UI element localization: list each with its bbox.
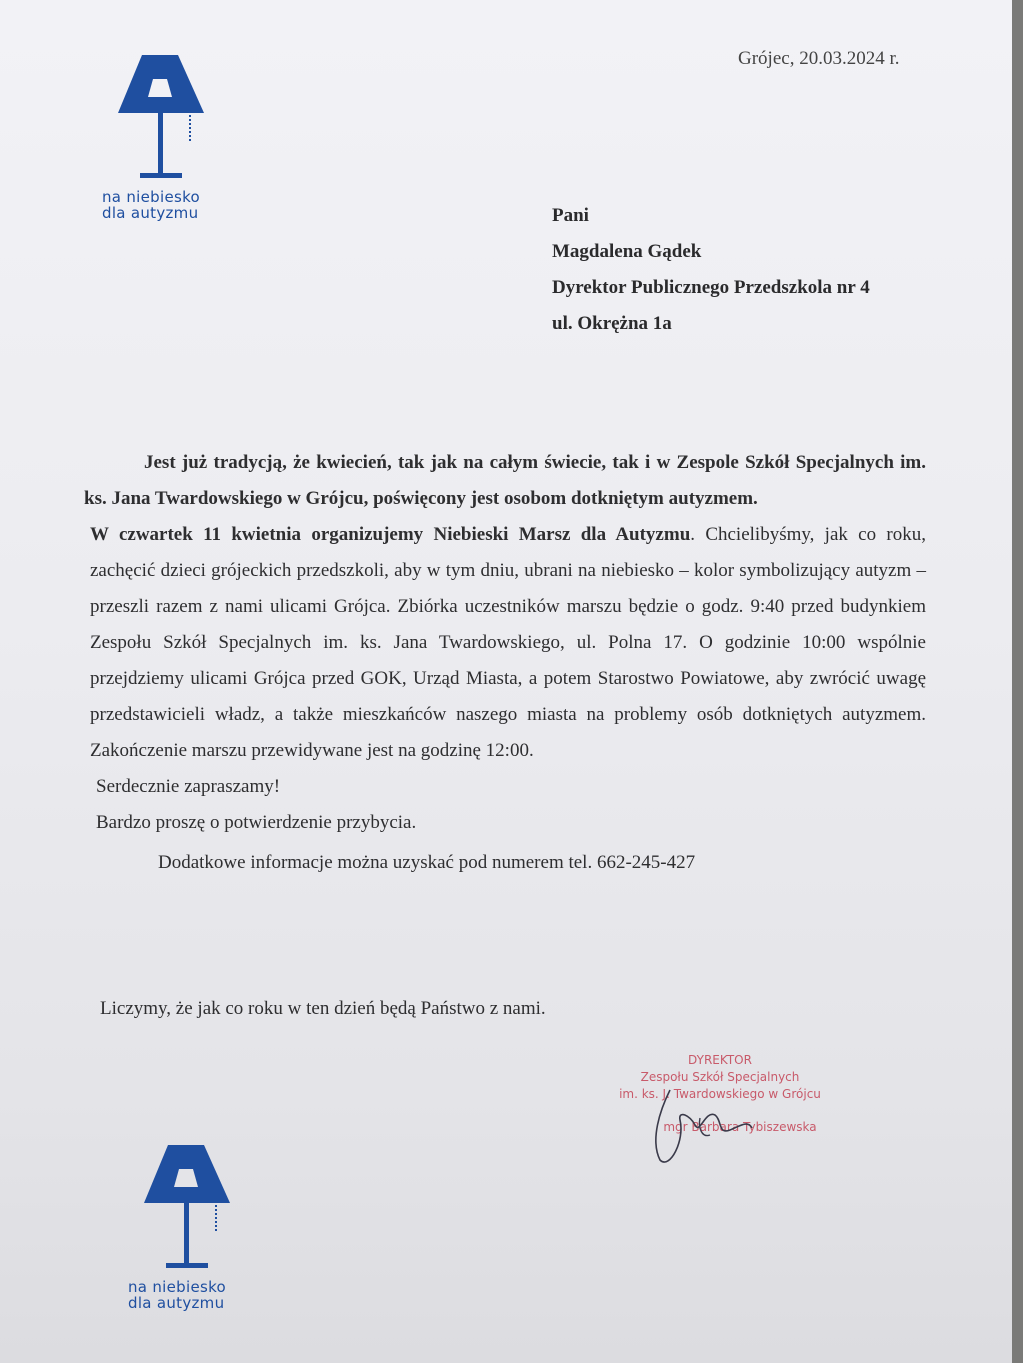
logo-bottom xyxy=(122,1135,262,1311)
letter-date: Grójec, 20.03.2024 r. xyxy=(738,48,900,69)
addressee-block xyxy=(552,198,870,342)
closing-line: Liczymy, że jak co roku w ten dzień będą Państwo z nami. xyxy=(100,998,546,1019)
addressee-salutation: Pani xyxy=(552,205,589,226)
logo-top xyxy=(96,45,236,221)
stamp-institution: Zespołu Szkół Specjalnych xyxy=(640,1070,800,1084)
logo-tagline xyxy=(96,189,236,221)
logo-tagline-line2: dla autyzmu xyxy=(128,1294,225,1312)
addressee-name: Magdalena Gądek xyxy=(552,241,702,262)
logo-tagline-line1: na niebiesko xyxy=(102,188,201,206)
march-announcement: W czwartek 11 kwietnia organizujemy Niebieski Marsz dla Autyzmu xyxy=(90,524,691,545)
handwritten-signature-icon xyxy=(630,1080,770,1170)
lamp-logo-icon xyxy=(114,45,210,185)
letter-body xyxy=(84,445,926,881)
lamp-logo-icon xyxy=(140,1135,236,1275)
stamp-director-name: mgr Barbara Tybiszewska xyxy=(663,1120,817,1134)
march-details: . Chcielibyśmy, jak co roku, zachęcić dzieci grójeckich przedszkoli, aby w tym dniu, ubrani na niebiesko – kolor symbolizujący autyzm – przeszli razem z nami ulicami Grójca. Zbiórka uczestników marszu będzie o godz. 9:40 przed budynkiem Zespołu Szkół Specjalnych im. ks. Jana Twardowskiego, ul. Polna 17. O godzinie 10:00 wspólnie przejdziemy ulicami Grójca przed GOK, Urząd Miasta, a potem Starostwo Powiatowe, aby zwrócić uwagę przedstawicieli władz, a także mieszkańców naszego miasta na problemy osób dotkniętych autyzmem. Zakończenie marszu przewidywane jest na godzinę 12:00. xyxy=(90,524,926,761)
logo-tagline-line2: dla autyzmu xyxy=(102,204,199,222)
invitation-line: Serdecznie zapraszamy! xyxy=(96,776,281,797)
intro-paragraph: Jest już tradycją, że kwiecień, tak jak na całym świecie, tak i w Zespole Szkół Specjalnych im. ks. Jana Twardowskiego w Grójcu, poświęcony jest osobom dotkniętym autyzmem. xyxy=(84,452,926,509)
contact-info-line: Dodatkowe informacje można uzyskać pod numerem tel. 662-245-427 xyxy=(158,852,696,873)
stamp-institution-town: im. ks. J. Twardowskiego w Grójcu xyxy=(619,1087,821,1101)
stamp-title: DYREKTOR xyxy=(688,1053,752,1067)
march-paragraph xyxy=(84,517,926,769)
logo-tagline-line1: na niebiesko xyxy=(128,1278,227,1296)
confirmation-line: Bardzo proszę o potwierdzenie przybycia. xyxy=(96,812,417,833)
addressee-title: Dyrektor Publicznego Przedszkola nr 4 xyxy=(552,277,870,298)
addressee-street: ul. Okrężna 1a xyxy=(552,313,672,334)
logo-tagline xyxy=(122,1279,262,1311)
